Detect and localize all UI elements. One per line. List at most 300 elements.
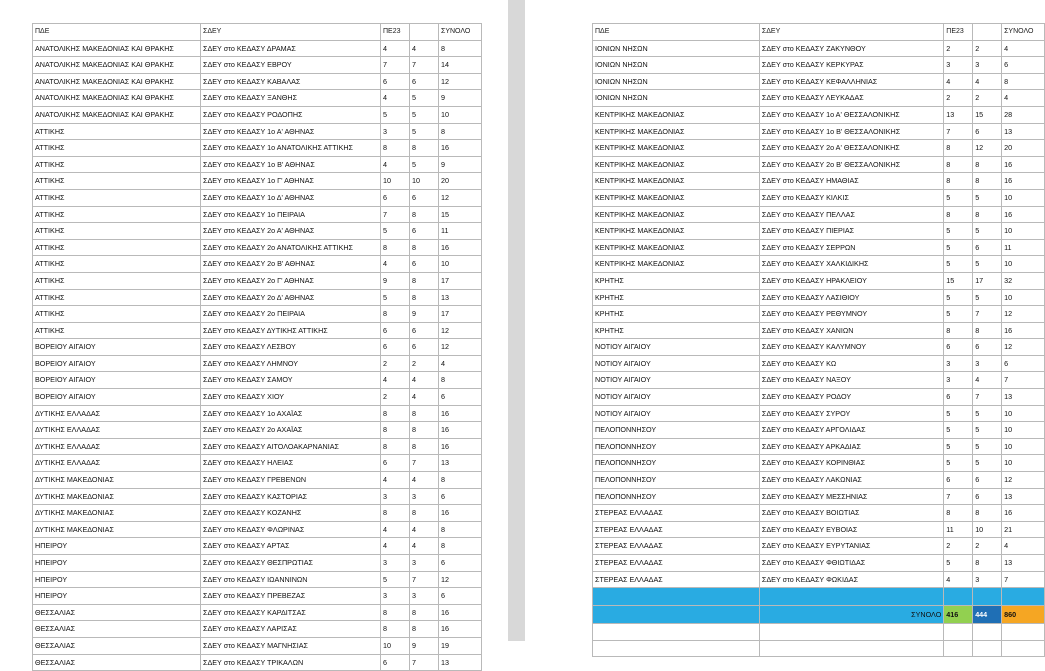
cell-total[interactable]: 13: [439, 455, 482, 472]
table-row[interactable]: [33, 505, 482, 522]
cell-pe23[interactable]: 8: [944, 206, 973, 223]
table-row[interactable]: [593, 90, 1045, 107]
cell-pde[interactable]: ΣΤΕΡΕΑΣ ΕΛΛΑΔΑΣ: [593, 521, 760, 538]
cell-sdey[interactable]: ΣΔΕΥ στο ΚΕΔΑΣΥ 2ο Δ' ΑΘΗΝΑΣ: [201, 289, 381, 306]
cell-total[interactable]: 6: [439, 588, 482, 605]
cell-sdey[interactable]: ΣΔΕΥ στο ΚΕΔΑΣΥ 2ο ΑΝΑΤΟΛΙΚΗΣ ΑΤΤΙΚΗΣ: [201, 239, 381, 256]
cell-sdey[interactable]: ΣΔΕΥ στο ΚΕΔΑΣΥ ΚΩ: [759, 355, 943, 372]
cell-pe30[interactable]: 8: [973, 555, 1002, 572]
cell-pe23[interactable]: 7: [944, 488, 973, 505]
cell-pe30[interactable]: 5: [410, 106, 439, 123]
cell-total[interactable]: 6: [1002, 355, 1045, 372]
cell-pe30[interactable]: 5: [973, 256, 1002, 273]
cell-total[interactable]: 17: [439, 306, 482, 323]
cell-total[interactable]: 13: [1002, 123, 1045, 140]
cell-pe30[interactable]: 10: [973, 521, 1002, 538]
cell-pe23[interactable]: 5: [944, 189, 973, 206]
cell-pe30[interactable]: 8: [973, 505, 1002, 522]
table-row[interactable]: [33, 637, 482, 654]
cell-pde[interactable]: ΑΤΤΙΚΗΣ: [33, 156, 201, 173]
cell-total[interactable]: 16: [439, 140, 482, 157]
cell-pde[interactable]: ΝΟΤΙΟΥ ΑΙΓΑΙΟΥ: [593, 405, 760, 422]
cell-pe30[interactable]: 8: [410, 140, 439, 157]
cell-pde[interactable]: ΑΤΤΙΚΗΣ: [33, 256, 201, 273]
cell-pe23[interactable]: 2: [944, 90, 973, 107]
cell-pe30[interactable]: 8: [410, 289, 439, 306]
cell-pde[interactable]: ΠΕΛΟΠΟΝΝΗΣΟΥ: [593, 438, 760, 455]
cell-pde[interactable]: ΑΤΤΙΚΗΣ: [33, 272, 201, 289]
cell-pe30[interactable]: 8: [973, 173, 1002, 190]
cell-total[interactable]: 12: [1002, 306, 1045, 323]
cell-pde[interactable]: ΚΕΝΤΡΙΚΗΣ ΜΑΚΕΔΟΝΙΑΣ: [593, 256, 760, 273]
table-row[interactable]: [33, 555, 482, 572]
cell-pde[interactable]: ΑΤΤΙΚΗΣ: [33, 123, 201, 140]
table-row[interactable]: [33, 239, 482, 256]
table-row[interactable]: [593, 455, 1045, 472]
cell-pe23[interactable]: 5: [944, 455, 973, 472]
cell-pe23[interactable]: 8: [381, 505, 410, 522]
table-row[interactable]: [593, 488, 1045, 505]
cell-pde[interactable]: ΒΟΡΕΙΟΥ ΑΙΓΑΙΟΥ: [33, 372, 201, 389]
cell-pde[interactable]: ΑΝΑΤΟΛΙΚΗΣ ΜΑΚΕΔΟΝΙΑΣ ΚΑΙ ΘΡΑΚΗΣ: [33, 57, 201, 74]
cell-pde[interactable]: ΝΟΤΙΟΥ ΑΙΓΑΙΟΥ: [593, 389, 760, 406]
cell-sdey[interactable]: ΣΔΕΥ στο ΚΕΔΑΣΥ ΝΑΞΟΥ: [759, 372, 943, 389]
cell-pe23[interactable]: 6: [381, 189, 410, 206]
table-row[interactable]: [33, 322, 482, 339]
cell-sdey[interactable]: ΣΔΕΥ στο ΚΕΔΑΣΥ 1ο Α' ΑΘΗΝΑΣ: [201, 123, 381, 140]
cell-pe30[interactable]: 5: [973, 438, 1002, 455]
cell-pe23[interactable]: 9: [381, 272, 410, 289]
cell-pde[interactable]: ΔΥΤΙΚΗΣ ΕΛΛΑΔΑΣ: [33, 422, 201, 439]
cell-pe23[interactable]: 3: [381, 588, 410, 605]
cell-pe30[interactable]: 3: [410, 555, 439, 572]
cell-pe30[interactable]: 8: [410, 272, 439, 289]
table-row[interactable]: [33, 355, 482, 372]
cell-pde[interactable]: ΒΟΡΕΙΟΥ ΑΙΓΑΙΟΥ: [33, 339, 201, 356]
cell-pde[interactable]: ΠΕΛΟΠΟΝΝΗΣΟΥ: [593, 422, 760, 439]
cell-sdey[interactable]: ΣΔΕΥ στο ΚΕΔΑΣΥ 2ο ΠΕΙΡΑΙΑ: [201, 306, 381, 323]
table-row[interactable]: [33, 73, 482, 90]
cell-pe23[interactable]: 8: [381, 239, 410, 256]
cell-pe23[interactable]: 4: [381, 538, 410, 555]
cell-pe30[interactable]: 7: [410, 571, 439, 588]
cell-pe30[interactable]: 8: [410, 422, 439, 439]
table-row[interactable]: [33, 173, 482, 190]
table-row[interactable]: [593, 156, 1045, 173]
table-row[interactable]: [33, 604, 482, 621]
cell-pe30[interactable]: 6: [410, 256, 439, 273]
cell-pe30[interactable]: 3: [410, 588, 439, 605]
cell-sdey[interactable]: ΣΔΕΥ στο ΚΕΔΑΣΥ ΑΡΓΟΛΙΔΑΣ: [759, 422, 943, 439]
cell-pde[interactable]: ΙΟΝΙΩΝ ΝΗΣΩΝ: [593, 57, 760, 74]
cell-pde[interactable]: ΑΤΤΙΚΗΣ: [33, 140, 201, 157]
cell-sdey[interactable]: ΣΔΕΥ στο ΚΕΔΑΣΥ 2ο Α' ΘΕΣΣΑΛΟΝΙΚΗΣ: [759, 140, 943, 157]
cell-sdey[interactable]: ΣΔΕΥ στο ΚΕΔΑΣΥ ΚΕΡΚΥΡΑΣ: [759, 57, 943, 74]
cell-total[interactable]: 8: [439, 538, 482, 555]
cell-total[interactable]: 4: [1002, 90, 1045, 107]
cell-pe30[interactable]: 4: [410, 521, 439, 538]
cell-pe30[interactable]: 6: [410, 339, 439, 356]
table-row[interactable]: [33, 123, 482, 140]
cell-pde[interactable]: ΚΡΗΤΗΣ: [593, 322, 760, 339]
cell-total[interactable]: 11: [1002, 239, 1045, 256]
cell-sdey[interactable]: ΣΔΕΥ στο ΚΕΔΑΣΥ ΠΕΛΛΑΣ: [759, 206, 943, 223]
cell-pde[interactable]: ΚΕΝΤΡΙΚΗΣ ΜΑΚΕΔΟΝΙΑΣ: [593, 206, 760, 223]
cell-pde[interactable]: ΠΕΛΟΠΟΝΝΗΣΟΥ: [593, 455, 760, 472]
cell-sdey[interactable]: ΣΔΕΥ στο ΚΕΔΑΣΥ ΛΕΣΒΟΥ: [201, 339, 381, 356]
cell-sdey[interactable]: ΣΔΕΥ στο ΚΕΔΑΣΥ ΧΑΝΙΩΝ: [759, 322, 943, 339]
cell-pe30[interactable]: 7: [973, 306, 1002, 323]
cell-pe30[interactable]: 5: [973, 455, 1002, 472]
cell-pde[interactable]: ΚΕΝΤΡΙΚΗΣ ΜΑΚΕΔΟΝΙΑΣ: [593, 173, 760, 190]
cell-pe30[interactable]: 4: [410, 40, 439, 57]
cell-total[interactable]: 17: [439, 272, 482, 289]
cell-pe23[interactable]: 6: [381, 654, 410, 671]
cell-pe23[interactable]: 5: [944, 405, 973, 422]
cell-pe30[interactable]: 3: [973, 355, 1002, 372]
cell-pe23[interactable]: 6: [381, 322, 410, 339]
cell-sdey[interactable]: ΣΔΕΥ στο ΚΕΔΑΣΥ ΗΡΑΚΛΕΙΟΥ: [759, 272, 943, 289]
cell-pe30[interactable]: 17: [973, 272, 1002, 289]
cell-pe30[interactable]: 2: [410, 355, 439, 372]
cell-total[interactable]: 10: [439, 256, 482, 273]
cell-pde[interactable]: ΝΟΤΙΟΥ ΑΙΓΑΙΟΥ: [593, 372, 760, 389]
cell-total[interactable]: 10: [1002, 223, 1045, 240]
cell-pe23[interactable]: 8: [381, 422, 410, 439]
cell-total[interactable]: 8: [439, 521, 482, 538]
cell-pe30[interactable]: 5: [410, 156, 439, 173]
cell-total[interactable]: 8: [439, 123, 482, 140]
cell-pe30[interactable]: 4: [973, 73, 1002, 90]
cell-pe23[interactable]: 3: [381, 123, 410, 140]
table-row[interactable]: [593, 289, 1045, 306]
cell-total[interactable]: 13: [1002, 488, 1045, 505]
cell-total[interactable]: 16: [439, 604, 482, 621]
table-row[interactable]: [33, 654, 482, 671]
cell-pe23[interactable]: 7: [944, 123, 973, 140]
cell-pe30[interactable]: 6: [973, 123, 1002, 140]
cell-sdey[interactable]: ΣΔΕΥ στο ΚΕΔΑΣΥ ΣΕΡΡΩΝ: [759, 239, 943, 256]
cell-pe30[interactable]: 8: [410, 239, 439, 256]
table-row[interactable]: [593, 538, 1045, 555]
cell-sdey[interactable]: ΣΔΕΥ στο ΚΕΔΑΣΥ ΧΑΛΚΙΔΙΚΗΣ: [759, 256, 943, 273]
table-row[interactable]: [33, 256, 482, 273]
cell-total[interactable]: 10: [1002, 405, 1045, 422]
cell-pde[interactable]: ΘΕΣΣΑΛΙΑΣ: [33, 637, 201, 654]
cell-pde[interactable]: ΔΥΤΙΚΗΣ ΜΑΚΕΔΟΝΙΑΣ: [33, 505, 201, 522]
cell-pe23[interactable]: 13: [944, 106, 973, 123]
cell-pe30[interactable]: 7: [410, 654, 439, 671]
cell-sdey[interactable]: ΣΔΕΥ στο ΚΕΔΑΣΥ ΑΡΤΑΣ: [201, 538, 381, 555]
cell-pe23[interactable]: 8: [381, 306, 410, 323]
table-row[interactable]: [593, 438, 1045, 455]
cell-pde[interactable]: ΑΤΤΙΚΗΣ: [33, 189, 201, 206]
cell-pe23[interactable]: 4: [381, 472, 410, 489]
cell-pe30[interactable]: 15: [973, 106, 1002, 123]
table-row[interactable]: [33, 306, 482, 323]
table-row[interactable]: [33, 156, 482, 173]
table-row[interactable]: [593, 555, 1045, 572]
cell-pe23[interactable]: 4: [381, 372, 410, 389]
cell-total[interactable]: 9: [439, 156, 482, 173]
cell-sdey[interactable]: ΣΔΕΥ στο ΚΕΔΑΣΥ ΗΜΑΘΙΑΣ: [759, 173, 943, 190]
cell-sdey[interactable]: ΣΔΕΥ στο ΚΕΔΑΣΥ 2ο Α' ΑΘΗΝΑΣ: [201, 223, 381, 240]
cell-pde[interactable]: ΑΝΑΤΟΛΙΚΗΣ ΜΑΚΕΔΟΝΙΑΣ ΚΑΙ ΘΡΑΚΗΣ: [33, 40, 201, 57]
cell-sdey[interactable]: ΣΔΕΥ στο ΚΕΔΑΣΥ 1ο Β' ΑΘΗΝΑΣ: [201, 156, 381, 173]
cell-sdey[interactable]: ΣΔΕΥ στο ΚΕΔΑΣΥ ΦΩΚΙΔΑΣ: [759, 571, 943, 588]
cell-pe30[interactable]: 7: [410, 57, 439, 74]
cell-pe30[interactable]: 5: [973, 422, 1002, 439]
cell-pde[interactable]: ΣΤΕΡΕΑΣ ΕΛΛΑΔΑΣ: [593, 571, 760, 588]
cell-pe23[interactable]: 3: [944, 57, 973, 74]
cell-sdey[interactable]: ΣΔΕΥ στο ΚΕΔΑΣΥ 1ο ΑΧΑΪΑΣ: [201, 405, 381, 422]
cell-pe23[interactable]: 6: [381, 73, 410, 90]
table-row[interactable]: [33, 588, 482, 605]
cell-pe23[interactable]: 15: [944, 272, 973, 289]
cell-pe30[interactable]: 5: [973, 223, 1002, 240]
cell-total[interactable]: 4: [1002, 538, 1045, 555]
table-row[interactable]: [33, 472, 482, 489]
cell-pe30[interactable]: 5: [973, 289, 1002, 306]
cell-pe23[interactable]: 5: [944, 239, 973, 256]
table-row[interactable]: [593, 422, 1045, 439]
cell-pe23[interactable]: 5: [944, 555, 973, 572]
cell-sdey[interactable]: ΣΔΕΥ στο ΚΕΔΑΣΥ 1ο ΑΝΑΤΟΛΙΚΗΣ ΑΤΤΙΚΗΣ: [201, 140, 381, 157]
cell-total[interactable]: 6: [439, 555, 482, 572]
cell-pe23[interactable]: 5: [381, 289, 410, 306]
cell-pe23[interactable]: 8: [944, 505, 973, 522]
table-row[interactable]: [593, 322, 1045, 339]
cell-sdey[interactable]: ΣΔΕΥ στο ΚΕΔΑΣΥ ΘΕΣΠΡΩΤΙΑΣ: [201, 555, 381, 572]
table-row[interactable]: [593, 189, 1045, 206]
cell-pde[interactable]: ΚΕΝΤΡΙΚΗΣ ΜΑΚΕΔΟΝΙΑΣ: [593, 239, 760, 256]
cell-pde[interactable]: ΣΤΕΡΕΑΣ ΕΛΛΑΔΑΣ: [593, 555, 760, 572]
cell-sdey[interactable]: ΣΔΕΥ στο ΚΕΔΑΣΥ ΦΛΩΡΙΝΑΣ: [201, 521, 381, 538]
cell-sdey[interactable]: ΣΔΕΥ στο ΚΕΔΑΣΥ ΣΥΡΟΥ: [759, 405, 943, 422]
cell-pe30[interactable]: 10: [410, 173, 439, 190]
cell-total[interactable]: 13: [439, 289, 482, 306]
cell-pe23[interactable]: 2: [944, 40, 973, 57]
cell-sdey[interactable]: ΣΔΕΥ στο ΚΕΔΑΣΥ ΡΟΔΟΥ: [759, 389, 943, 406]
table-row[interactable]: [33, 57, 482, 74]
cell-sdey[interactable]: ΣΔΕΥ στο ΚΕΔΑΣΥ ΡΕΘΥΜΝΟΥ: [759, 306, 943, 323]
cell-sdey[interactable]: ΣΔΕΥ στο ΚΕΔΑΣΥ ΓΡΕΒΕΝΩΝ: [201, 472, 381, 489]
cell-pe30[interactable]: 9: [410, 306, 439, 323]
cell-pe30[interactable]: 8: [410, 206, 439, 223]
cell-pde[interactable]: ΑΤΤΙΚΗΣ: [33, 206, 201, 223]
cell-total[interactable]: 21: [1002, 521, 1045, 538]
cell-total[interactable]: 16: [1002, 156, 1045, 173]
cell-pe23[interactable]: 4: [381, 521, 410, 538]
cell-pe30[interactable]: 5: [410, 90, 439, 107]
cell-sdey[interactable]: ΣΔΕΥ στο ΚΕΔΑΣΥ ΛΗΜΝΟΥ: [201, 355, 381, 372]
cell-pe23[interactable]: 6: [944, 389, 973, 406]
cell-sdey[interactable]: ΣΔΕΥ στο ΚΕΔΑΣΥ ΒΟΙΩΤΙΑΣ: [759, 505, 943, 522]
cell-pde[interactable]: ΠΕΛΟΠΟΝΝΗΣΟΥ: [593, 472, 760, 489]
cell-pe23[interactable]: 4: [381, 156, 410, 173]
cell-pde[interactable]: ΘΕΣΣΑΛΙΑΣ: [33, 621, 201, 638]
cell-pe23[interactable]: 2: [944, 538, 973, 555]
cell-pde[interactable]: ΔΥΤΙΚΗΣ ΜΑΚΕΔΟΝΙΑΣ: [33, 488, 201, 505]
cell-pe23[interactable]: 4: [944, 571, 973, 588]
cell-total[interactable]: 10: [1002, 289, 1045, 306]
cell-total[interactable]: 4: [439, 355, 482, 372]
cell-pde[interactable]: ΑΤΤΙΚΗΣ: [33, 173, 201, 190]
table-row[interactable]: [593, 223, 1045, 240]
cell-pe23[interactable]: 8: [381, 621, 410, 638]
cell-pe30[interactable]: 4: [410, 372, 439, 389]
cell-pde[interactable]: ΝΟΤΙΟΥ ΑΙΓΑΙΟΥ: [593, 339, 760, 356]
cell-pe23[interactable]: 8: [381, 438, 410, 455]
cell-pe23[interactable]: 6: [381, 455, 410, 472]
table-row[interactable]: [593, 405, 1045, 422]
cell-pe23[interactable]: 7: [381, 206, 410, 223]
cell-sdey[interactable]: ΣΔΕΥ στο ΚΕΔΑΣΥ ΑΡΚΑΔΙΑΣ: [759, 438, 943, 455]
cell-total[interactable]: 12: [1002, 339, 1045, 356]
cell-total[interactable]: 16: [1002, 206, 1045, 223]
cell-sdey[interactable]: ΣΔΕΥ στο ΚΕΔΑΣΥ ΙΩΑΝΝΙΝΩΝ: [201, 571, 381, 588]
cell-pe30[interactable]: 8: [410, 505, 439, 522]
cell-total[interactable]: 11: [439, 223, 482, 240]
cell-pde[interactable]: ΘΕΣΣΑΛΙΑΣ: [33, 654, 201, 671]
cell-total[interactable]: 6: [1002, 57, 1045, 74]
table-row[interactable]: [33, 339, 482, 356]
cell-total[interactable]: 16: [439, 438, 482, 455]
cell-pde[interactable]: ΔΥΤΙΚΗΣ ΜΑΚΕΔΟΝΙΑΣ: [33, 521, 201, 538]
cell-pe30[interactable]: 2: [973, 538, 1002, 555]
cell-sdey[interactable]: ΣΔΕΥ στο ΚΕΔΑΣΥ ΚΑΡΔΙΤΣΑΣ: [201, 604, 381, 621]
cell-pe23[interactable]: 8: [944, 173, 973, 190]
cell-pe23[interactable]: 5: [944, 306, 973, 323]
cell-total[interactable]: 16: [439, 505, 482, 522]
cell-total[interactable]: 13: [1002, 555, 1045, 572]
cell-pe23[interactable]: 2: [381, 389, 410, 406]
cell-pe23[interactable]: 10: [381, 173, 410, 190]
table-row[interactable]: [33, 422, 482, 439]
cell-pde[interactable]: ΔΥΤΙΚΗΣ ΕΛΛΑΔΑΣ: [33, 438, 201, 455]
table-row[interactable]: [33, 289, 482, 306]
cell-pde[interactable]: ΑΤΤΙΚΗΣ: [33, 239, 201, 256]
cell-total[interactable]: 16: [439, 422, 482, 439]
cell-pde[interactable]: ΗΠΕΙΡΟΥ: [33, 538, 201, 555]
cell-pe23[interactable]: 5: [381, 106, 410, 123]
cell-pe23[interactable]: 8: [381, 405, 410, 422]
cell-total[interactable]: 10: [1002, 256, 1045, 273]
table-row[interactable]: [33, 455, 482, 472]
table-row[interactable]: [593, 355, 1045, 372]
cell-total[interactable]: 8: [439, 472, 482, 489]
cell-pde[interactable]: ΑΝΑΤΟΛΙΚΗΣ ΜΑΚΕΔΟΝΙΑΣ ΚΑΙ ΘΡΑΚΗΣ: [33, 106, 201, 123]
cell-pe23[interactable]: 4: [944, 73, 973, 90]
cell-pde[interactable]: ΚΕΝΤΡΙΚΗΣ ΜΑΚΕΔΟΝΙΑΣ: [593, 140, 760, 157]
cell-sdey[interactable]: ΣΔΕΥ στο ΚΕΔΑΣΥ 1ο Δ' ΑΘΗΝΑΣ: [201, 189, 381, 206]
cell-pe23[interactable]: 8: [944, 156, 973, 173]
table-row[interactable]: [33, 438, 482, 455]
cell-sdey[interactable]: ΣΔΕΥ στο ΚΕΔΑΣΥ 2ο Β' ΑΘΗΝΑΣ: [201, 256, 381, 273]
table-row[interactable]: [593, 306, 1045, 323]
cell-sdey[interactable]: ΣΔΕΥ στο ΚΕΔΑΣΥ ΣΑΜΟΥ: [201, 372, 381, 389]
table-row[interactable]: [593, 140, 1045, 157]
cell-pe30[interactable]: 7: [410, 455, 439, 472]
cell-pe30[interactable]: 8: [973, 206, 1002, 223]
cell-pe23[interactable]: 8: [944, 322, 973, 339]
cell-total[interactable]: 6: [439, 389, 482, 406]
cell-sdey[interactable]: ΣΔΕΥ στο ΚΕΔΑΣΥ ΡΟΔΟΠΗΣ: [201, 106, 381, 123]
cell-sdey[interactable]: ΣΔΕΥ στο ΚΕΔΑΣΥ ΔΥΤΙΚΗΣ ΑΤΤΙΚΗΣ: [201, 322, 381, 339]
cell-pde[interactable]: ΚΕΝΤΡΙΚΗΣ ΜΑΚΕΔΟΝΙΑΣ: [593, 156, 760, 173]
table-row[interactable]: [33, 206, 482, 223]
cell-pde[interactable]: ΙΟΝΙΩΝ ΝΗΣΩΝ: [593, 90, 760, 107]
cell-total[interactable]: 12: [439, 322, 482, 339]
cell-pde[interactable]: ΑΝΑΤΟΛΙΚΗΣ ΜΑΚΕΔΟΝΙΑΣ ΚΑΙ ΘΡΑΚΗΣ: [33, 90, 201, 107]
cell-pde[interactable]: ΑΤΤΙΚΗΣ: [33, 306, 201, 323]
cell-sdey[interactable]: ΣΔΕΥ στο ΚΕΔΑΣΥ ΚΙΛΚΙΣ: [759, 189, 943, 206]
cell-total[interactable]: 20: [1002, 140, 1045, 157]
cell-pde[interactable]: ΗΠΕΙΡΟΥ: [33, 571, 201, 588]
cell-total[interactable]: 7: [1002, 571, 1045, 588]
cell-total[interactable]: 10: [1002, 455, 1045, 472]
cell-pe30[interactable]: 8: [410, 405, 439, 422]
cell-total[interactable]: 10: [1002, 189, 1045, 206]
cell-total[interactable]: 8: [439, 372, 482, 389]
table-row[interactable]: [593, 40, 1045, 57]
cell-pde[interactable]: ΔΥΤΙΚΗΣ ΕΛΛΑΔΑΣ: [33, 405, 201, 422]
cell-sdey[interactable]: ΣΔΕΥ στο ΚΕΔΑΣΥ ΚΕΦΑΛΛΗΝΙΑΣ: [759, 73, 943, 90]
cell-sdey[interactable]: ΣΔΕΥ στο ΚΕΔΑΣΥ ΞΑΝΘΗΣ: [201, 90, 381, 107]
cell-pde[interactable]: ΑΤΤΙΚΗΣ: [33, 223, 201, 240]
cell-pe30[interactable]: 6: [410, 189, 439, 206]
cell-total[interactable]: 28: [1002, 106, 1045, 123]
cell-sdey[interactable]: ΣΔΕΥ στο ΚΕΔΑΣΥ ΛΕΥΚΑΔΑΣ: [759, 90, 943, 107]
cell-pe23[interactable]: 4: [381, 256, 410, 273]
cell-pe30[interactable]: 6: [410, 73, 439, 90]
cell-pe30[interactable]: 9: [410, 637, 439, 654]
cell-pe30[interactable]: 8: [410, 621, 439, 638]
cell-sdey[interactable]: ΣΔΕΥ στο ΚΕΔΑΣΥ ΜΕΣΣΗΝΙΑΣ: [759, 488, 943, 505]
cell-pe23[interactable]: 5: [944, 256, 973, 273]
table-row[interactable]: [33, 372, 482, 389]
cell-pe30[interactable]: 4: [410, 538, 439, 555]
cell-pe30[interactable]: 6: [410, 223, 439, 240]
cell-pe30[interactable]: 2: [973, 90, 1002, 107]
cell-pe23[interactable]: 5: [944, 223, 973, 240]
cell-pe30[interactable]: 6: [973, 488, 1002, 505]
cell-sdey[interactable]: ΣΔΕΥ στο ΚΕΔΑΣΥ 1ο Α' ΘΕΣΣΑΛΟΝΙΚΗΣ: [759, 106, 943, 123]
cell-total[interactable]: 15: [439, 206, 482, 223]
cell-pde[interactable]: ΚΕΝΤΡΙΚΗΣ ΜΑΚΕΔΟΝΙΑΣ: [593, 189, 760, 206]
cell-sdey[interactable]: ΣΔΕΥ στο ΚΕΔΑΣΥ ΛΑΣΙΘΙΟΥ: [759, 289, 943, 306]
cell-sdey[interactable]: ΣΔΕΥ στο ΚΕΔΑΣΥ ΚΑΣΤΟΡΙΑΣ: [201, 488, 381, 505]
cell-pe30[interactable]: 3: [973, 571, 1002, 588]
table-row[interactable]: [33, 40, 482, 57]
table-row[interactable]: [593, 106, 1045, 123]
cell-total[interactable]: 8: [1002, 73, 1045, 90]
cell-pe23[interactable]: 3: [944, 355, 973, 372]
cell-pe23[interactable]: 6: [944, 472, 973, 489]
table-row[interactable]: [33, 405, 482, 422]
table-row[interactable]: [593, 73, 1045, 90]
cell-pe30[interactable]: 4: [973, 372, 1002, 389]
cell-total[interactable]: 9: [439, 90, 482, 107]
cell-sdey[interactable]: ΣΔΕΥ στο ΚΕΔΑΣΥ ΧΙΟΥ: [201, 389, 381, 406]
cell-sdey[interactable]: ΣΔΕΥ στο ΚΕΔΑΣΥ ΕΥΒΟΙΑΣ: [759, 521, 943, 538]
cell-pe30[interactable]: 3: [973, 57, 1002, 74]
table-row[interactable]: [593, 123, 1045, 140]
cell-pe30[interactable]: 3: [410, 488, 439, 505]
cell-pe30[interactable]: 5: [973, 189, 1002, 206]
cell-pde[interactable]: ΚΕΝΤΡΙΚΗΣ ΜΑΚΕΔΟΝΙΑΣ: [593, 223, 760, 240]
cell-total[interactable]: 16: [1002, 322, 1045, 339]
